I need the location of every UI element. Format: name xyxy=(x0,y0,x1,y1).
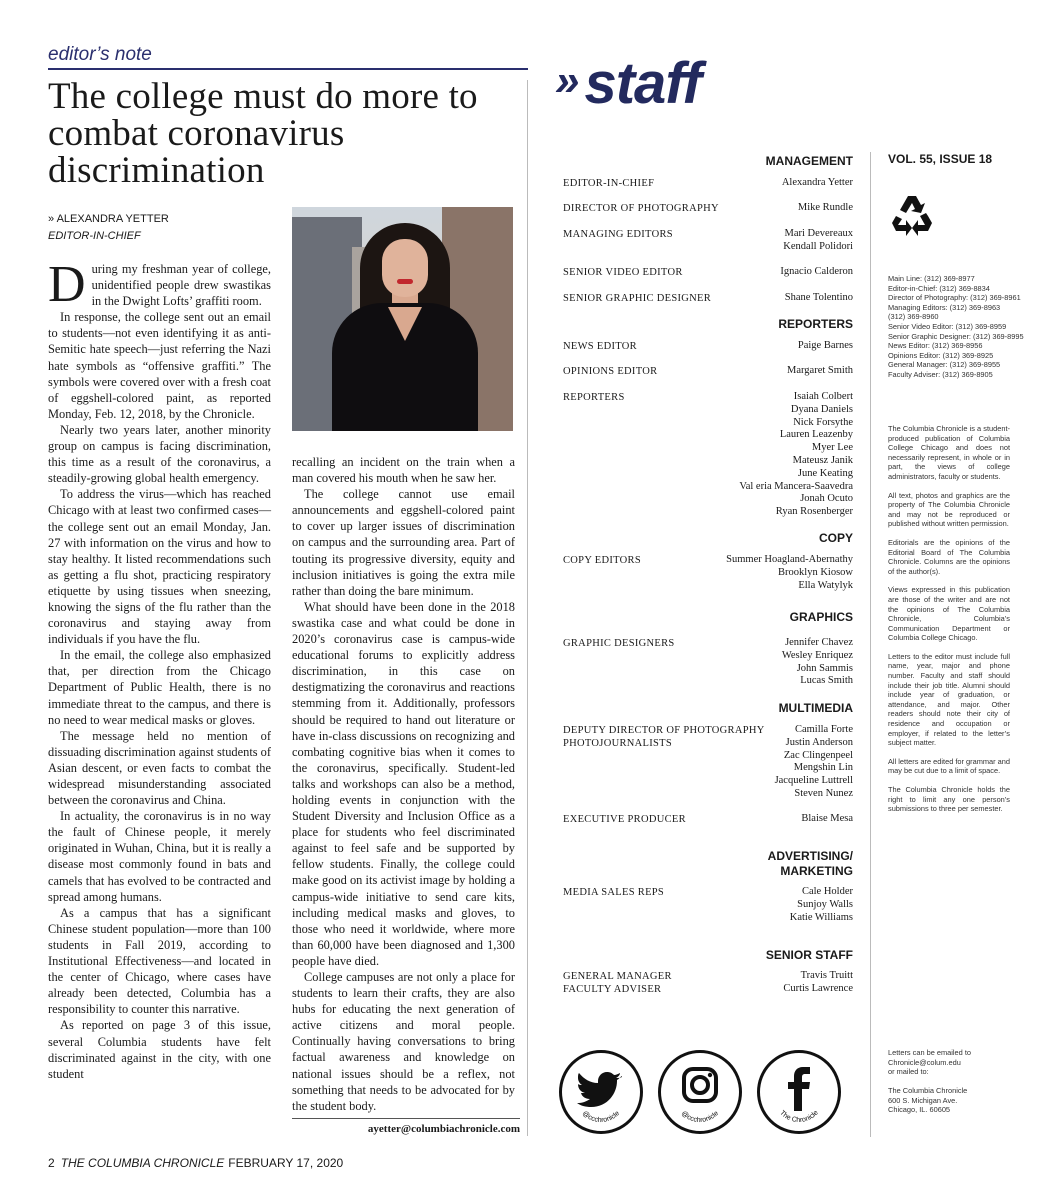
list-item: Managing Editors: (312) 369-8963 xyxy=(888,302,1001,312)
names-dop xyxy=(798,202,853,215)
section-graphics: GRAPHICS xyxy=(789,610,853,624)
policy-paragraph: Views expressed in this publication are those of the writer and are not the opinions of The Columbia Chronicle, Columbia’s Communication Department or Columbia College Chicago. xyxy=(888,585,1010,643)
svg-text:@ccchronicle xyxy=(680,1110,720,1124)
names-opinions-editor xyxy=(787,365,853,378)
list-item: Opinions Editor: (312) 369-8925 xyxy=(888,350,994,360)
list-item: Chicago, IL. 60605 xyxy=(888,1105,951,1115)
list-item: Paige Barnes xyxy=(797,340,853,351)
article-paragraph: During my freshman year of college, unidentified people drew swastikas in the Dwight Lofts’ graffiti room. xyxy=(48,256,271,313)
list-item: Dyana Daniels xyxy=(790,403,853,415)
role-copy-editors: COPY EDITORS xyxy=(563,555,641,566)
twitter-handle: @ccchronicle xyxy=(580,1109,622,1125)
article-paragraph: In actuality, the coronavirus is in no way the fault of Chinese people, it merely originated in Wuhan, China, but it is really a disease most commonly found in bats and camels that has evolved to be contracted and spread among humans. xyxy=(48,809,271,904)
role-deputy-dop: DEPUTY DIRECTOR OF PHOTOGRAPHY xyxy=(563,725,765,736)
list-item: (312) 369-8960 xyxy=(888,312,939,322)
role-senior-video-editor: SENIOR VIDEO EDITOR xyxy=(563,267,683,278)
article-paragraph: To address the virus—which has reached Chicago with at least two confirmed cases—the college sent out an email Monday, Jan. 27 with information on the virus and how to stay healthy. It listed recommendations such as getting a flu shot, practicing respiratory etiquette by using tissues when sneezing, knowing the signs of the flu rather than the coronavirus and staying away from individuals if you have the flu. xyxy=(48,487,271,647)
role-opinions-editor: OPINIONS EDITOR xyxy=(563,366,658,377)
phone-directory xyxy=(888,274,1024,380)
article-paragraph: The college cannot use email announcements and eggshell-colored paint to cover up larger issues of discrimination on campus and the surrounding area. Part of touting its progressive diversity, equity and inclusion initiatives is going the extra mile rather than doing the bare minimum. xyxy=(292,487,515,598)
facebook-icon xyxy=(760,1053,838,1131)
instagram-badge[interactable] xyxy=(658,1050,742,1134)
list-item: Zac Clingenpeel xyxy=(783,749,853,761)
article-column-1 xyxy=(48,256,272,1082)
list-item: Cale Holder xyxy=(801,886,853,897)
recycle-icon xyxy=(888,192,936,240)
list-item: Letters can be emailed to xyxy=(888,1048,971,1057)
section-senior-staff: SENIOR STAFF xyxy=(765,948,853,962)
role-media-sales-reps: MEDIA SALES REPS xyxy=(563,887,665,898)
list-item: Brooklyn Kiosow xyxy=(778,566,853,578)
role-reporters: REPORTERS xyxy=(563,392,625,403)
page-footer xyxy=(48,1156,343,1170)
list-item: Ignacio Calderon xyxy=(780,266,853,277)
article-paragraph: As a campus that has a significant Chinese student population—more than 100 students in Fall 2019, according to Institutional Effectiveness—and located in the center of Chicago, where cases have already been detected, Columbia has a responsibility to counter this narrative. xyxy=(48,905,271,1017)
svg-text:@ccchronicle xyxy=(581,1110,621,1124)
column-divider xyxy=(527,80,528,1136)
publication-name: THE COLUMBIA CHRONICLE xyxy=(60,1156,225,1170)
names-senior-video-editor xyxy=(780,266,853,279)
list-item: Jacqueline Luttrell xyxy=(774,775,853,787)
role-executive-producer: EXECUTIVE PRODUCER xyxy=(563,814,686,825)
list-item: Mateusz Janik xyxy=(792,454,853,466)
article-column-2 xyxy=(292,454,515,1114)
names-managing-editors xyxy=(783,228,853,254)
list-item: Ryan Rosenberger xyxy=(775,506,853,518)
staff-divider xyxy=(870,152,871,1137)
policy-paragraph: All letters are edited for grammar and may be cut due to a limit of space. xyxy=(888,756,1010,776)
twitter-icon xyxy=(562,1053,640,1131)
section-management: MANAGEMENT xyxy=(765,154,853,168)
list-item: Main Line: (312) 369-8977 xyxy=(888,274,975,283)
byline-title: EDITOR-IN-CHIEF xyxy=(48,230,141,242)
page-number: 2 xyxy=(48,1156,55,1170)
article-paragraph: In response, the college sent out an email to students—not even identifying it as anti-Semitic hate speech—just referring the Nazi hate symbols as “offensive graffiti.” The symbols were covered over with a fresh coat of eggshell-colored paint, as reported Monday, Feb. 12, 2018, by the Chronicle. xyxy=(48,310,271,421)
list-item: General Manager: (312) 369-8955 xyxy=(888,360,1001,370)
section-advertising: ADVERTISING/ MARKETING xyxy=(767,849,853,878)
list-item: 600 S. Michigan Ave. xyxy=(888,1095,958,1105)
role-managing-editors: MANAGING EDITORS xyxy=(563,229,673,240)
facebook-badge[interactable] xyxy=(757,1050,841,1134)
byline xyxy=(48,213,169,225)
role-senior-graphic-designer: SENIOR GRAPHIC DESIGNER xyxy=(563,293,712,304)
list-item: Mari Devereaux xyxy=(784,228,853,239)
section-copy: COPY xyxy=(818,531,853,545)
list-item: Kendall Polidori xyxy=(783,240,853,252)
drop-cap: D xyxy=(48,256,86,313)
article-paragraph: Nearly two years later, another minority group on campus is facing discrimination, this time as a result of the coronavirus, a steadily-growing global health emergency. xyxy=(48,422,271,486)
role-photojournalists: PHOTOJOURNALISTS xyxy=(563,738,673,749)
twitter-badge[interactable] xyxy=(559,1050,643,1134)
list-item: Camilla Forte xyxy=(794,724,853,735)
article-paragraph: What should have been done in the 2018 swastika case and what could be done in 2020’s coronavirus case is campus-wide educational forums to explicitly address discrimination, in this case on destigmatizing the coronavirus and reactions stemming from it. Additionally, professors should be required to hand out literature or have in-class discussions on recognizing and combating cognitive bias when it comes to the coronavirus, specifically. Student-led talks and workshops can also be a method, holding events in conjunction with the Student Diversity and Inclusion Office as a place for students who feel discriminated against to feel safe and be supported by fellow students. Finally, the college could make good on its activist image by holding a campus-wide initiative to send care kits, including medical masks and gloves, to those who need it worldwide, where more than 60,000 have been diagnosed and 1,300 people have died. xyxy=(292,599,515,968)
list-item: Summer Hoagland-Abernathy xyxy=(726,554,853,565)
facebook-handle: The Chronicle xyxy=(778,1109,820,1125)
article-paragraph: In the email, the college also emphasized that, per direction from the Chicago Department of Public Health, there is no immediate threat to the campus, and there is no need to wear medical masks or gloves. xyxy=(48,648,271,727)
contact-info xyxy=(888,1048,1010,1077)
names-reporters xyxy=(739,391,853,519)
role-eic: EDITOR-IN-CHIEF xyxy=(563,178,655,189)
article-paragraph: As reported on page 3 of this issue, several Columbia students have felt discriminated against in the city, with one student xyxy=(48,1018,271,1081)
list-item: Chronicle@colum.edu xyxy=(888,1057,961,1067)
list-item: Lauren Leazenby xyxy=(779,429,853,441)
list-item: John Sammis xyxy=(796,662,853,674)
staff-title: » staff xyxy=(555,51,701,116)
list-item: Wesley Enriquez xyxy=(781,649,853,661)
policy-paragraph: The Columbia Chronicle holds the right to limit any one person’s submissions to three per semester. xyxy=(888,785,1010,814)
list-item: Travis Truitt xyxy=(800,970,853,981)
article-paragraph: recalling an incident on the train when a man covered his mouth when he saw her. xyxy=(292,455,515,486)
policy-paragraph: The Columbia Chronicle is a student-produced publication of Columbia College Chicago and does not necessarily represent, in whole or in part, the views of college administrators, faculty or students. xyxy=(888,424,1010,481)
names-graphic-designers xyxy=(782,637,853,688)
author-photo xyxy=(292,207,513,431)
names-eic xyxy=(782,177,853,190)
role-general-manager: GENERAL MANAGER xyxy=(563,971,672,982)
list-item: Shane Tolentino xyxy=(784,292,853,303)
list-item: Myer Lee xyxy=(811,442,853,454)
section-reporters: REPORTERS xyxy=(778,317,853,331)
list-item: Blaise Mesa xyxy=(801,813,853,824)
names-senior-graphic-designer xyxy=(785,292,853,305)
list-item: Curtis Lawrence xyxy=(783,982,853,994)
section-multimedia: MULTIMEDIA xyxy=(778,701,853,715)
author-email[interactable]: ayetter@columbiachronicle.com xyxy=(367,1123,520,1135)
mailing-address xyxy=(888,1086,1010,1115)
role-dop: DIRECTOR OF PHOTOGRAPHY xyxy=(563,203,719,214)
list-item: Ella Watylyk xyxy=(798,579,853,591)
list-item: Alexandra Yetter xyxy=(781,177,853,188)
byline-name: ALEXANDRA YETTER xyxy=(56,213,169,225)
email-rule xyxy=(292,1118,520,1119)
policy-paragraph: All text, photos and graphics are the property of The Columbia Chronicle and may not be reproduced or published without written permission. xyxy=(888,490,1010,529)
names-copy-editors xyxy=(726,554,853,592)
names-multimedia xyxy=(775,724,853,801)
role-news-editor: NEWS EDITOR xyxy=(563,341,637,352)
list-item: Jennifer Chavez xyxy=(785,637,853,648)
names-executive-producer xyxy=(801,813,853,826)
article-paragraph: The message held no mention of dissuading discrimination against students of Asian descent, or even facts to combat the widespread misunderstanding associated between the coronavirus and China. xyxy=(48,728,272,808)
staff-arrows: » xyxy=(555,56,579,105)
svg-text:The Chronicle xyxy=(778,1109,820,1124)
policy-notes xyxy=(888,424,1010,823)
volume-issue: VOL. 55, ISSUE 18 xyxy=(888,152,993,166)
list-item: Sunjoy Walls xyxy=(797,898,853,910)
list-item: Director of Photography: (312) 369-8961 xyxy=(888,293,1021,303)
policy-paragraph: Letters to the editor must include full name, year, major and phone number. Faculty and staff should include their job title. Alumni should include year of graduation, or attendance, and major. Other readers should note their city of residence and occupation or employer, if related to the letter’s subject matter. xyxy=(888,651,1010,748)
names-senior-staff xyxy=(783,970,853,996)
instagram-handle: @ccchronicle xyxy=(679,1109,721,1125)
list-item: The Columbia Chronicle xyxy=(888,1086,968,1095)
list-item: Val eria Mancera-Saavedra xyxy=(739,480,853,492)
article-headline: The college must do more to combat coronavirus discrimination xyxy=(48,76,478,191)
list-item: Katie Williams xyxy=(789,911,853,923)
policy-paragraph: Editorials are the opinions of the Editorial Board of The Columbia Chronicle. Columns are the opinions of the author(s). xyxy=(888,537,1010,576)
section-kicker: editor’s note xyxy=(48,44,152,65)
list-item: June Keating xyxy=(797,467,853,479)
names-news-editor xyxy=(798,340,853,353)
list-item: Nick Forsythe xyxy=(793,416,853,428)
list-item: Justin Anderson xyxy=(785,736,853,748)
instagram-icon xyxy=(661,1053,739,1131)
role-graphic-designers: GRAPHIC DESIGNERS xyxy=(563,638,675,649)
list-item: Senior Graphic Designer: (312) 369-8995 xyxy=(888,331,1024,341)
list-item: or mailed to: xyxy=(888,1067,929,1077)
list-item: Editor-in-Chief: (312) 369-8834 xyxy=(888,283,990,293)
list-item: Mike Rundle xyxy=(797,202,853,213)
article-paragraph: College campuses are not only a place for students to learn their crafts, they are also hubs for educating the next generation of active citizens and moral people. Continually having conversations to bring factual awareness and knowledge on national issues should be a reflex, not something that needs to be advocated for by the student body. xyxy=(292,970,515,1113)
list-item: Senior Video Editor: (312) 369-8959 xyxy=(888,321,1007,331)
list-item: Margaret Smith xyxy=(786,365,853,376)
list-item: Steven Nunez xyxy=(794,787,853,799)
list-item: News Editor: (312) 369-8956 xyxy=(888,341,983,351)
kicker-rule xyxy=(48,68,528,70)
list-item: Isaiah Colbert xyxy=(793,391,853,402)
issue-date: FEBRUARY 17, 2020 xyxy=(228,1156,344,1170)
list-item: Lucas Smith xyxy=(800,675,853,687)
list-item: Mengshin Lin xyxy=(793,762,853,774)
role-faculty-adviser: FACULTY ADVISER xyxy=(563,984,662,995)
names-media-sales-reps xyxy=(790,886,853,924)
list-item: Jonah Ocuto xyxy=(800,493,853,505)
byline-arrow: » xyxy=(48,213,57,225)
list-item: Faculty Adviser: (312) 369-8905 xyxy=(888,369,993,379)
